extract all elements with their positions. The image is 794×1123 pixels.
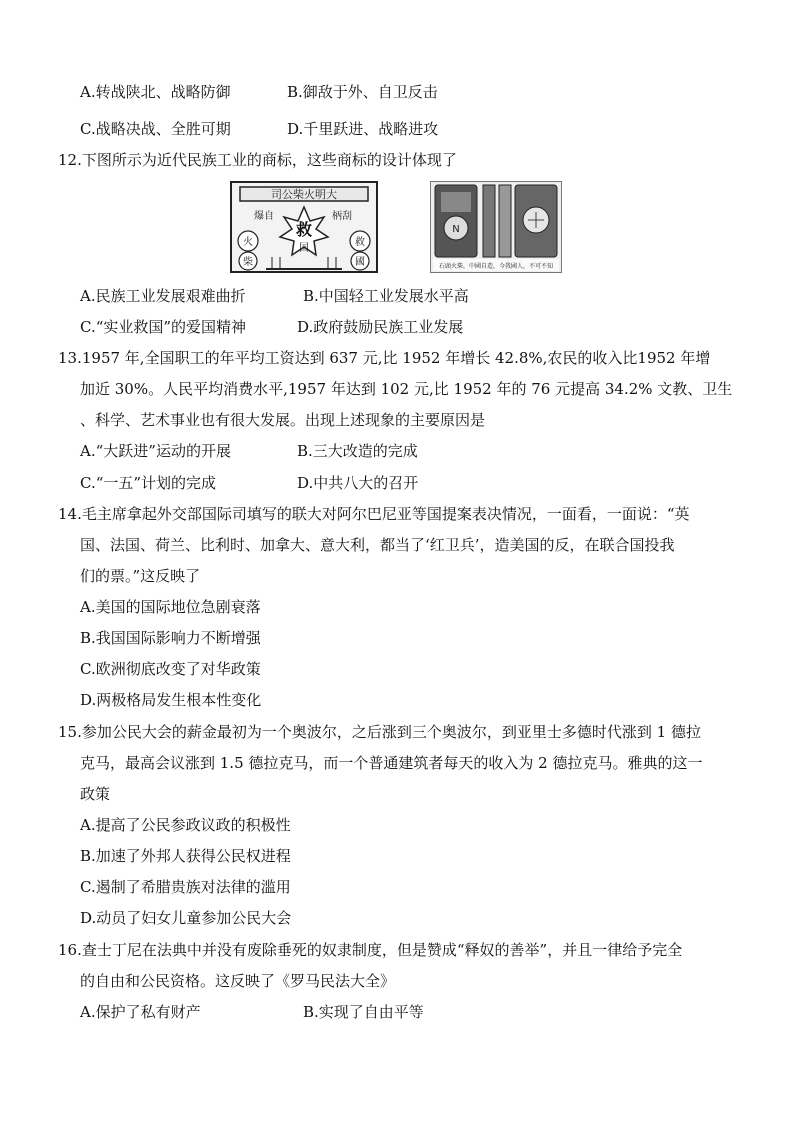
svg-text:N: N [452,224,460,235]
q12-stem: 12.下图所示为近代民族工业的商标，这些商标的设计体现了 [58,151,457,169]
q13-option-a: A.“大跃进”运动的开展 [80,442,231,460]
logo1-center2: 国 [299,243,309,254]
q14-option-a: A.美国的国际地位急剧衰落 [80,598,261,616]
q15-line2: 克马，最高会议涨到 1.5 德拉克马，而一个普通建筑者每天的收入为 2 德拉克马。雅典的这一 [80,754,703,772]
logo1-center: 救 [295,220,313,239]
q12-option-c: C.“实业救国”的爱国精神 [80,318,247,336]
q13-line1: 13.1957 年,全国职工的年平均工资达到 637 元,比 1952 年增长 42.8%,农民的收入比1952 年增 [58,349,711,367]
q15-option-b: B.加速了外邦人获得公民权进程 [80,847,291,865]
q11-option-b: B.御敌于外、自卫反击 [287,83,438,101]
q16-line2: 的自由和公民资格。这反映了《罗马民法大全》 [80,972,396,990]
q15-option-c: C.遏制了希腊贵族对法律的滥用 [80,878,291,896]
q11-option-d: D.千里跃进、战略进攻 [287,120,439,138]
q15-line3: 政策 [80,785,111,803]
q16-option-b: B.实现了自由平等 [303,1003,424,1021]
q15-option-d: D.动员了妇女儿童参加公民大会 [80,909,292,927]
logo1-banner: 司公柴火明大 [271,188,337,201]
q14-option-c: C.欧洲彻底改变了对华政策 [80,660,261,678]
q14-line2: 国、法国、荷兰、比利时、加拿大、意大利，都当了‘红卫兵’，造美国的反，在联合国投我 [80,536,675,554]
logo1-right-top: 柄刮 [332,211,352,222]
jiuguo-match-trademark [230,181,378,273]
q14-option-d: D.两极格局发生根本性变化 [80,691,262,709]
q14-line3: 们的票。”这反映了 [80,567,201,585]
q11-option-a: A.转战陕北、战略防御 [80,83,231,101]
q13-line3: 、科学、艺术事业也有很大发展。出现上述现象的主要原因是 [80,411,486,429]
q14-option-b: B.我国国际影响力不断增强 [80,629,261,647]
logo1-right-circle2: 國 [355,257,365,268]
logo1-left-circle2: 柴 [243,257,253,268]
q13-option-d: D.中共八大的召开 [297,474,419,492]
matchbox-trademark [430,181,562,273]
trademark-drawing-1 [232,183,376,271]
q12-option-b: B.中国轻工业发展水平高 [303,287,469,305]
logo1-left-top: 爆自 [254,211,274,222]
logo2-caption: 石頭火柴，中國自造，今我國人，不可不知 [438,263,554,270]
q11-option-c: C.战略决战、全胜可期 [80,120,231,138]
q13-line2: 加近 30%。人民平均消费水平,1957 年达到 102 元,比 1952 年的 76 元提高 34.2% 文教、卫生 [80,380,733,398]
q12-option-d: D.政府鼓励民族工业发展 [297,318,464,336]
trademark-images [230,181,562,273]
q15-option-a: A.提高了公民参政议政的积极性 [80,816,291,834]
q14-line1: 14.毛主席拿起外交部国际司填写的联大对阿尔巴尼亚等国提案表决情况，一面看，一面说：“英 [58,505,690,523]
trademark-drawing-2 [431,182,561,272]
logo1-left-circle1: 火 [243,237,253,248]
q16-option-a: A.保护了私有财产 [80,1003,201,1021]
q13-option-c: C.“一五”计划的完成 [80,474,217,492]
q16-line1: 16.查士丁尼在法典中并没有废除垂死的奴隶制度，但是赞成“释奴的善举”，并且一律给予完全 [58,941,683,959]
q12-option-a: A.民族工业发展艰难曲折 [80,287,246,305]
logo1-right-circle1: 救 [355,237,365,248]
q13-option-b: B.三大改造的完成 [297,442,418,460]
q15-line1: 15.参加公民大会的薪金最初为一个奥波尔，之后涨到三个奥波尔，到亚里士多德时代涨到 1 德拉 [58,723,701,741]
